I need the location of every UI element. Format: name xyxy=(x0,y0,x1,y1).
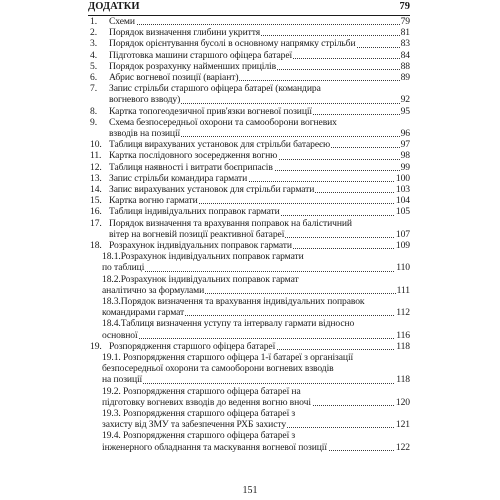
toc-entry xyxy=(88,341,410,352)
toc-entry xyxy=(88,50,410,61)
toc-entry-text: Схема безпосередньої охорони та самооборони вогневих xyxy=(109,116,337,128)
toc-subentry xyxy=(88,318,410,340)
toc-entry-page: 121 xyxy=(395,419,410,431)
toc-entry-text: Схеми xyxy=(109,16,135,27)
toc-subentry xyxy=(88,352,410,386)
toc-entry-number: 6. xyxy=(90,72,97,83)
toc-entry-text: 19.4. Розпорядження старшого офіцера батареї з xyxy=(102,430,296,442)
toc-entry-text: Картка послідовного зосередження вогню xyxy=(109,150,278,162)
toc-header xyxy=(88,1,410,16)
toc-subentry xyxy=(88,296,410,318)
toc-entry-number: 8. xyxy=(90,105,97,117)
toc-entry-number: 13. xyxy=(90,172,102,184)
toc-entry-text: Підготовка машини старшого офіцера батареї xyxy=(109,49,293,61)
toc-entry-page: 118 xyxy=(396,340,410,352)
toc-entry-number: 18. xyxy=(90,240,102,251)
toc-entry xyxy=(88,184,410,195)
toc-entry-number: 19. xyxy=(90,340,102,352)
toc-entry-text: 18.1.Розрахунок індивідуальних поправок гармати xyxy=(102,251,304,263)
toc-subentry xyxy=(88,274,410,296)
toc-entry-text: Картка вогню гармати xyxy=(109,195,198,207)
toc-entry-page: 118 xyxy=(396,374,410,386)
toc-entry-text: захисту від ЗМУ та забезпечення РХБ захисту xyxy=(102,419,287,431)
toc-entry-number: 5. xyxy=(90,60,97,72)
toc-entry-text: Таблиця наявності і витрати боєприпасів xyxy=(109,161,273,173)
toc-entry xyxy=(88,61,410,72)
toc-entry-text: Запис стрільби командира гармати xyxy=(109,172,248,184)
toc-entry xyxy=(88,150,410,161)
toc-entry xyxy=(88,38,410,49)
toc-entry-number: 2. xyxy=(90,27,97,39)
toc-subentry xyxy=(88,430,410,452)
toc-entry-page: 99 xyxy=(400,161,410,173)
toc-entry-number: 16. xyxy=(90,206,102,218)
toc-entry xyxy=(88,106,410,117)
toc-entry-page: 112 xyxy=(396,307,410,319)
toc-entry-page: 120 xyxy=(395,396,410,408)
toc-entry-number: 4. xyxy=(90,49,97,61)
toc-entry xyxy=(88,173,410,184)
toc-entry-text: вітер на вогневій позиції реактивної батареї xyxy=(109,228,285,240)
toc-entry xyxy=(88,117,410,139)
toc-entry-text: 18.3.Порядок визначення та врахування індивідуальних поправок xyxy=(102,296,365,307)
toc-entry-number: 17. xyxy=(90,217,102,229)
toc-entry-page: 92 xyxy=(400,94,410,106)
toc-entry-page: 122 xyxy=(395,441,410,453)
toc-entry-number: 15. xyxy=(90,195,102,207)
toc-entry-page: 96 xyxy=(400,127,410,139)
toc-entry-text: Розрахунок індивідуальних поправок гармати xyxy=(109,240,292,251)
toc-entry xyxy=(88,240,410,251)
toc-entry xyxy=(88,218,410,240)
toc-entry-page: 97 xyxy=(400,139,410,151)
toc-entry-page: 95 xyxy=(400,105,410,117)
toc-entry-text: Запис стрільби старшого офіцера батареї (командира xyxy=(109,83,321,95)
toc-entry-text: 18.4.Таблиця визначення уступу та інтервалу гармати відносно xyxy=(102,318,355,330)
toc-entry-page: 88 xyxy=(400,60,410,72)
toc-subentry xyxy=(88,251,410,273)
toc-entry-page: 103 xyxy=(395,184,410,195)
toc-entry-text: безпосередньої охорони та самооборони вогневих взводів xyxy=(102,363,334,375)
toc-entry-text: Розпорядження старшого офіцера батареї xyxy=(109,340,276,352)
toc-entry xyxy=(88,83,410,105)
toc-entry-text: Таблиця вирахуваних установок для стрільби батареєю xyxy=(109,139,331,151)
toc-entry-page: 98 xyxy=(400,150,410,162)
toc-entry-text: підготовку вогневих взводів до ведення вогню вночі xyxy=(102,396,311,408)
toc-entry-page: 79 xyxy=(400,16,410,27)
toc-entry-text: по таблиці xyxy=(102,262,145,274)
toc-entry-text: 19.1. Розпорядження старшого офіцера 1-ї батареї з організації xyxy=(102,352,354,363)
toc-entry-text: Порядок визначення та врахування поправок на балістичний xyxy=(109,217,352,229)
toc-entry-text: Запис вирахуваних установок для стрільби гармати xyxy=(109,184,315,195)
toc-entry xyxy=(88,206,410,217)
toc-entry-number: 10. xyxy=(90,139,102,151)
toc-entry-text: вогневого взводу) xyxy=(109,94,181,106)
toc-entry-text: Порядок орієнтування бусолі в основному напрямку стрільби xyxy=(109,38,356,50)
toc-entry-number: 9. xyxy=(90,116,97,128)
toc-entry xyxy=(88,162,410,173)
toc-entry-text: на позиції xyxy=(102,374,143,386)
toc-entry-page: 109 xyxy=(395,240,410,251)
toc-entry-text: інженерного обладнання та маскування вогневої позиції xyxy=(102,441,327,453)
toc-entry-page: 89 xyxy=(400,72,410,83)
toc-entry-text: 19.3. Розпорядження старшого офіцера батареї з xyxy=(102,408,296,419)
toc-entry-page: 84 xyxy=(400,49,410,61)
toc-entry-page: 81 xyxy=(400,27,410,39)
toc-entry xyxy=(88,72,410,83)
toc-entry-text: Порядок розрахунку найменших прицілів xyxy=(109,60,277,72)
toc-entry-page: 107 xyxy=(395,228,410,240)
toc-title: ДОДАТКИ xyxy=(88,1,140,12)
toc-entry-text: аналітично за формулами xyxy=(102,284,205,296)
toc-entry-number: 7. xyxy=(90,83,97,95)
toc-entry xyxy=(88,16,410,27)
toc-entry-page: 83 xyxy=(400,38,410,50)
toc-subentry xyxy=(88,408,410,430)
toc-entry-text: Порядок визначення глибини укриття xyxy=(109,27,261,39)
toc-entry-page: 116 xyxy=(396,329,410,341)
toc-entry-text: Картка топогеодезичної прив'язки вогневої позиції xyxy=(109,105,313,117)
toc-entry-page: 105 xyxy=(395,206,410,218)
toc-entry-page: 100 xyxy=(395,172,410,184)
toc-entry-text: взводів на позиції xyxy=(109,127,181,139)
toc-entry xyxy=(88,27,410,38)
toc-entry-page: 110 xyxy=(396,262,410,274)
toc-entry-text: 19.2. Розпорядження старшого офіцера батареї на xyxy=(102,385,301,397)
toc-entry-text: Таблиця індивідуальних поправок гармати xyxy=(109,206,280,218)
toc-entry-number: 14. xyxy=(90,184,102,195)
toc-entry-page: 111 xyxy=(396,284,410,296)
toc-entry-page: 104 xyxy=(395,195,410,207)
toc-title-page: 79 xyxy=(399,1,410,12)
toc-entry-text: 18.2.Розрахунок індивідуальних поправок гармат xyxy=(102,273,299,285)
toc-entry-number: 11. xyxy=(90,150,102,162)
toc-entry-number: 12. xyxy=(90,161,102,173)
toc-entry-number: 3. xyxy=(90,38,97,50)
toc-entry-text: основної xyxy=(102,329,138,341)
toc-entry xyxy=(88,195,410,206)
toc-entry-text: Абрис вогневої позиції (варіант) xyxy=(109,72,239,83)
page-number: 151 xyxy=(242,485,258,496)
toc-entry-number: 1. xyxy=(90,16,97,27)
toc-subentry xyxy=(88,386,410,408)
toc-entry-text: командирами гармат xyxy=(102,307,185,319)
toc-entry xyxy=(88,139,410,150)
